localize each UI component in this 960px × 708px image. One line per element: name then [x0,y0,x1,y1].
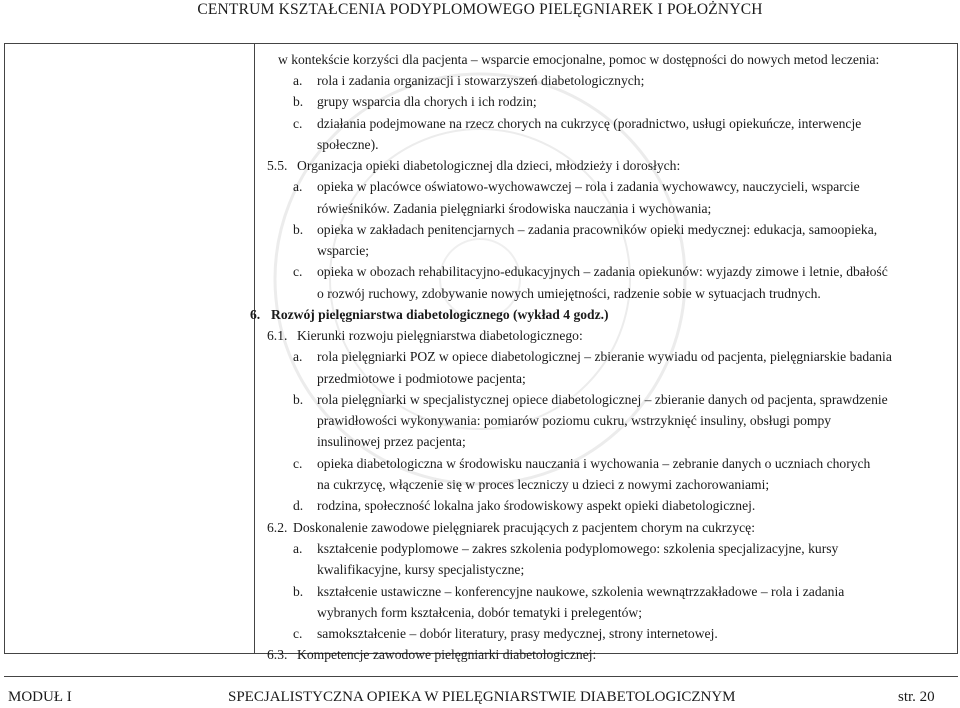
list-item-label: a. [293,179,303,194]
list-item-label: b. [293,392,304,407]
list-item-label: b. [293,222,304,237]
section-number: 5.5. [267,158,288,173]
section-title: Organizacja opieki diabetologicznej dla dzieci, młodzieży i dorosłych: [297,158,681,173]
footer-module: MODUŁ I [8,689,72,705]
list-item-label: b. [293,584,304,599]
footer-divider [4,676,958,677]
list-item-text: opieka w zakładach penitencjarnych – zadania pracowników opieki medycznej: edukacja, samoopieka, [317,222,878,237]
section-number: 6.2. [267,520,288,535]
section-number: 6.1. [267,328,288,343]
section-number: 6.3. [267,647,288,662]
section-title: Kompetencje zawodowe pielęgniarki diabetologicznej: [297,647,597,662]
list-item-label: a. [293,541,303,556]
list-item-text: o rozwój ruchowy, zdobywanie nowych umiejętności, radzenie sobie w sytuacjach trudnych. [317,286,821,301]
list-item-label: d. [293,498,304,513]
list-item-label: a. [293,349,303,364]
footer-title: SPECJALISTYCZNA OPIEKA W PIELĘGNIARSTWIE DIABETOLOGICZNYM [228,689,736,705]
list-item-label: c. [293,626,303,641]
list-item-text: społeczne). [317,137,379,152]
section-number: 6. [250,307,261,322]
list-item-label: a. [293,73,303,88]
list-item-text: rola pielęgniarki w specjalistycznej opiece diabetologicznej – zbieranie danych od pacjenta, sprawdzenie [317,392,888,407]
section-title: Doskonalenie zawodowe pielęgniarek pracujących z pacjentem chorym na cukrzycę: [293,520,755,535]
list-item-text: działania podejmowane na rzecz chorych na cukrzycę (poradnictwo, usługi opiekuńcze, interwencje [317,116,862,131]
footer-page-number: str. 20 [898,689,935,705]
list-item-text: kwalifikacyjne, kursy specjalistyczne; [317,562,525,577]
page-header-title: CENTRUM KSZTAŁCENIA PODYPLOMOWEGO PIELĘGNIAREK I POŁOŻNYCH [197,1,763,18]
list-item-text: opieka w obozach rehabilitacyjno-edukacyjnych – zadania opiekunów: wyjazdy zimowe i letnie, dbałość [317,264,888,279]
list-item-text: kształcenie ustawiczne – konferencyjne naukowe, szkolenia wewnątrzzakładowe – rola i zadania [317,584,845,599]
list-item-text: przedmiotowe i podmiotowe pacjenta; [317,371,526,386]
list-item-text: samokształcenie – dobór literatury, prasy medycznej, strony internetowej. [317,626,718,641]
list-item-label: c. [293,456,303,471]
intro-text: w kontekście korzyści dla pacjenta – wsparcie emocjonalne, pomoc w dostępności do nowych metod leczenia: [278,52,880,67]
document-body [5,44,959,662]
list-item-text: opieka w placówce oświatowo-wychowawczej – rola i zadania wychowawcy, nauczycieli, wsparcie [317,179,860,194]
list-item-label: c. [293,264,303,279]
list-item-text: rówieśników. Zadania pielęgniarki środowiska nauczania i wychowania; [317,201,712,216]
section-title: Kierunki rozwoju pielęgniarstwa diabetologicznego: [297,328,583,343]
list-item-text: kształcenie podyplomowe – zakres szkolenia podyplomowego: szkolenia specjalizacyjne, kursy [317,541,839,556]
list-item-text: rola i zadania organizacji i stowarzyszeń diabetologicznych; [317,73,645,88]
list-item-text: insulinowej przez pacjenta; [317,434,466,449]
list-item-text: rodzina, społeczność lokalna jako środowiskowy aspekt opieki diabetologicznej. [317,498,756,513]
list-item-text: opieka diabetologiczna w środowisku nauczania i wychowania – zebranie danych o uczniach chorych [317,456,871,471]
list-item-text: grupy wsparcia dla chorych i ich rodzin; [317,94,537,109]
content-frame [4,43,958,662]
list-item-text: wsparcie; [317,243,370,258]
list-item-text: prawidłowości wykonywania: pomiarów poziomu cukru, wstrzyknięć insuliny, obsługi pompy [317,413,832,428]
list-item-label: c. [293,116,303,131]
list-item-text: rola pielęgniarki POZ w opiece diabetologicznej – zbieranie wywiadu od pacjenta, pielęgniarskie badania [317,349,892,364]
list-item-text: na cukrzycę, włączenie się w proces leczniczy u dzieci z nowymi zachorowaniami; [317,477,770,492]
section-title: Rozwój pielęgniarstwa diabetologicznego (wykład 4 godz.) [271,307,609,322]
list-item-label: b. [293,94,304,109]
list-item-text: wybranych form kształcenia, dobór tematyki i prelegentów; [317,605,643,620]
